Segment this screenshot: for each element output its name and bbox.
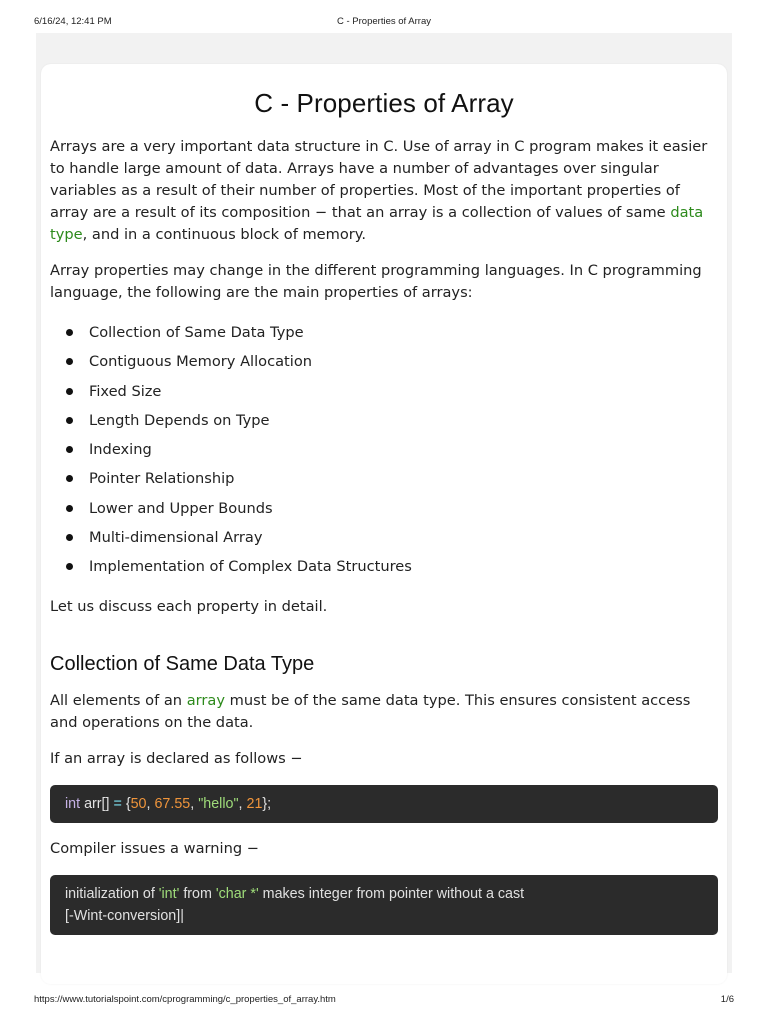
list-item: Contiguous Memory Allocation xyxy=(50,347,718,376)
warning-line-2 xyxy=(65,905,703,927)
properties-intro-paragraph: Array properties may change in the different programming languages. In C programming language, the following are the main properties of arrays: xyxy=(50,262,702,301)
text-cursor: | xyxy=(180,907,184,924)
warning-type-char: 'char *' xyxy=(215,885,259,902)
list-item: Collection of Same Data Type xyxy=(50,318,718,347)
code-brace-close: }; xyxy=(262,795,272,812)
intro-text-before: Arrays are a very important data structure in C. Use of array in C program makes it easier to handle large amount of data. Arrays have a number of advantages over singular variables as a result of their number of properties. Most of the important properties of array are a result of its composition − that an array is a collection of values of same xyxy=(50,138,708,221)
print-page-number: 1/6 xyxy=(720,994,734,1005)
list-item: Length Depends on Type xyxy=(50,406,718,435)
print-footer xyxy=(34,994,734,1008)
code-comma: , xyxy=(146,795,155,812)
section-heading: Collection of Same Data Type xyxy=(50,652,315,675)
section-text-after: must be of the same data type. This ensures consistent access and operations on the data. xyxy=(50,691,691,731)
list-item: Indexing xyxy=(50,435,718,464)
code-operator: = xyxy=(113,795,122,812)
section-text-before: All elements of an xyxy=(50,691,187,709)
code-brace-open: { xyxy=(121,795,131,812)
code-block-declaration[interactable] xyxy=(50,785,718,823)
code-block-warning[interactable] xyxy=(50,875,718,935)
code-keyword: int xyxy=(65,795,81,812)
code-number: 50 xyxy=(130,795,147,812)
warning-intro-paragraph: Compiler issues a warning − xyxy=(50,839,259,857)
list-item: Implementation of Complex Data Structures xyxy=(50,552,718,581)
data-type-link[interactable]: data type xyxy=(50,204,704,243)
list-item: Pointer Relationship xyxy=(50,464,718,493)
warning-flag: [-Wint-conversion] xyxy=(65,907,181,924)
print-datetime: 6/16/24, 12:41 PM xyxy=(34,16,112,27)
list-item: Multi-dimensional Array xyxy=(50,523,718,552)
article-content xyxy=(50,64,718,935)
code-string: "hello" xyxy=(198,795,239,812)
discuss-paragraph: Let us discuss each property in detail. xyxy=(50,597,328,615)
code-identifier: arr[] xyxy=(80,795,114,812)
array-link[interactable]: array xyxy=(186,691,225,709)
list-item: Fixed Size xyxy=(50,377,718,406)
code-comma: , xyxy=(238,795,247,812)
article-card xyxy=(41,64,727,984)
print-doc-title: C - Properties of Array xyxy=(337,16,431,27)
declared-paragraph: If an array is declared as follows − xyxy=(50,749,303,767)
code-comma: , xyxy=(190,795,199,812)
page-title: C - Properties of Array xyxy=(254,88,514,118)
warning-text: from xyxy=(179,885,216,902)
print-header xyxy=(34,16,734,30)
properties-list xyxy=(50,318,718,582)
warning-text: initialization of xyxy=(65,885,159,902)
code-number: 67.55 xyxy=(154,795,191,812)
code-number: 21 xyxy=(246,795,263,812)
warning-line-1 xyxy=(65,883,703,905)
warning-type-int: 'int' xyxy=(158,885,180,902)
print-url: https://www.tutorialspoint.com/cprogramming/c_properties_of_array.htm xyxy=(34,994,336,1005)
warning-text: makes integer from pointer without a cast xyxy=(258,885,525,902)
section-paragraph xyxy=(50,690,718,734)
intro-text-after: , and in a continuous block of memory. xyxy=(82,226,367,243)
intro-paragraph xyxy=(50,136,718,246)
list-item: Lower and Upper Bounds xyxy=(50,494,718,523)
